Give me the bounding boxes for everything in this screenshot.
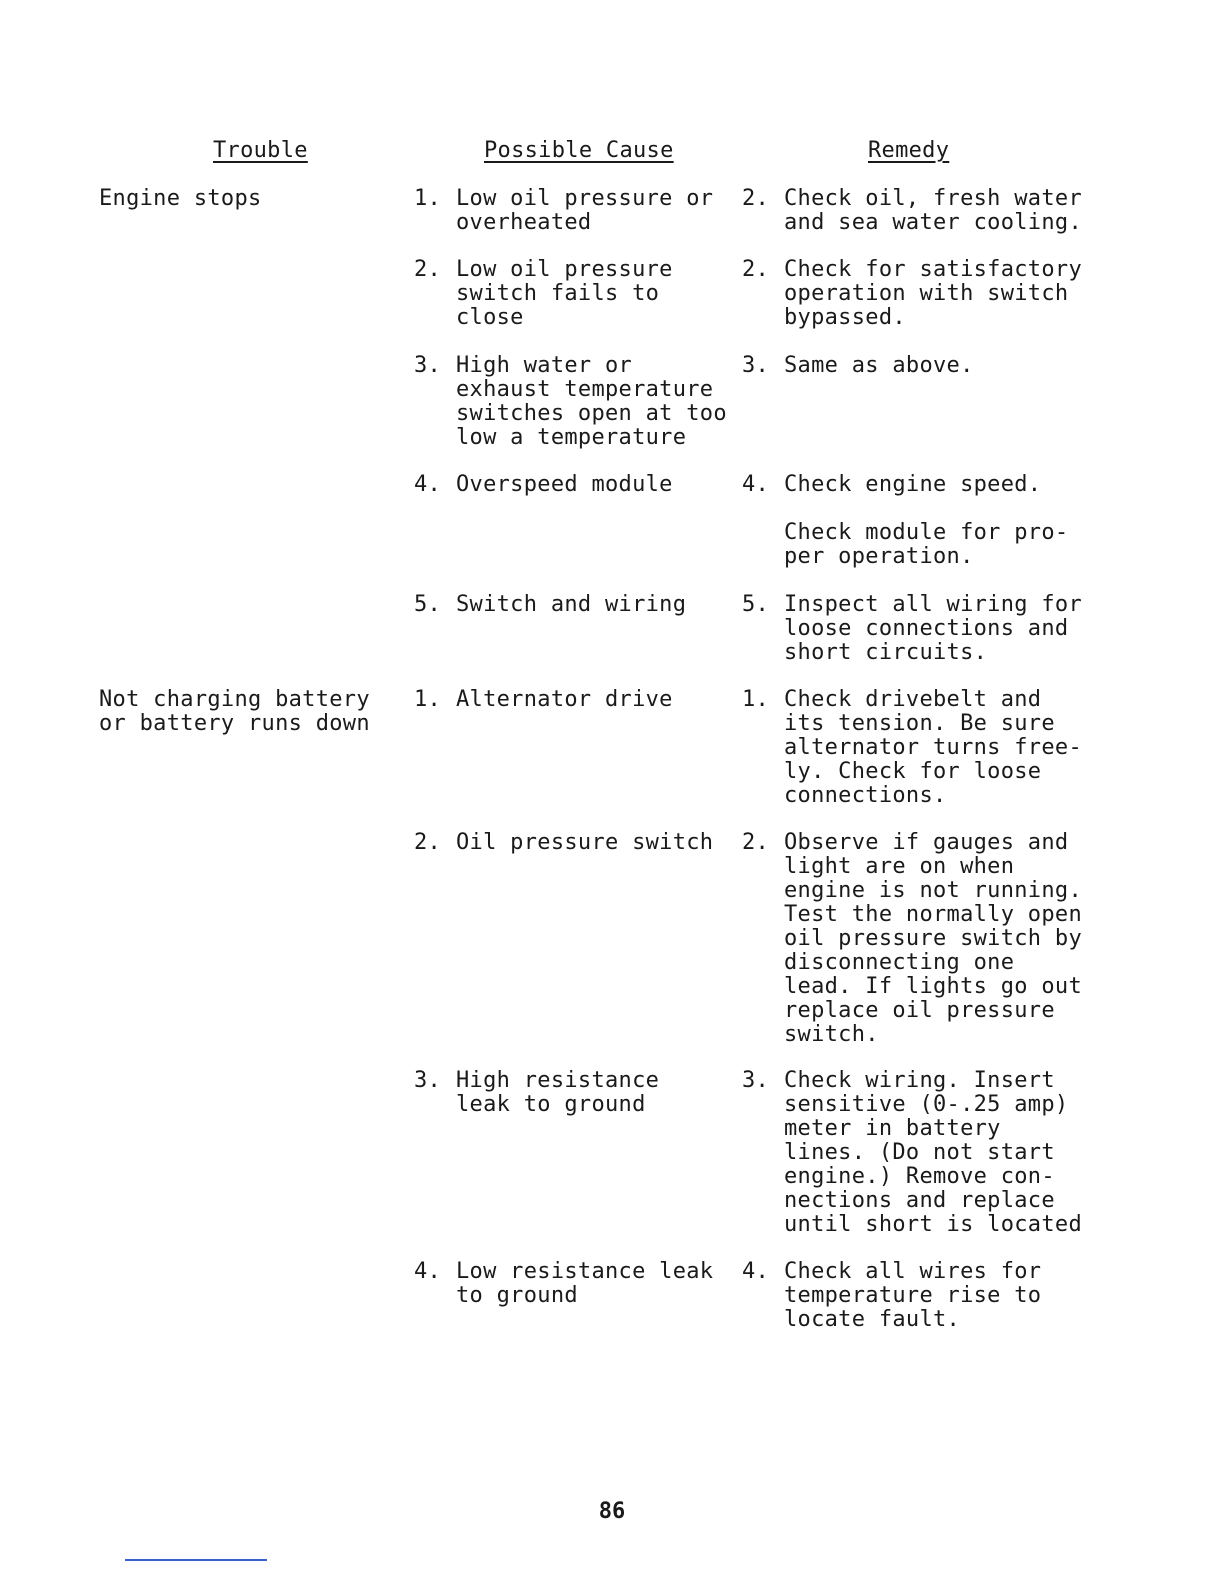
cause-number: 1. xyxy=(414,186,442,211)
cause-text: Low oil pressure or overheated xyxy=(456,186,714,235)
remedy-text: Inspect all wiring for loose connections and short circuits. xyxy=(784,592,1082,665)
cause-number: 4. xyxy=(414,1259,442,1284)
header-trouble: Trouble xyxy=(213,138,308,163)
header-remedy: Remedy xyxy=(868,138,950,163)
cause-number: 1. xyxy=(414,687,442,712)
trouble-engine-stops: Engine stops xyxy=(99,186,262,211)
cause-text: High resistance leak to ground xyxy=(456,1068,660,1117)
remedy-number: 1. xyxy=(742,687,770,712)
cause-number: 3. xyxy=(414,1068,442,1093)
remedy-text: Observe if gauges and light are on when engine is not running. Test the normally open oil pressure switch by disconnecting one lead. If lights go out replace oil pressure switch. xyxy=(784,830,1082,1047)
remedy-number: 3. xyxy=(742,353,770,378)
cause-text: Oil pressure switch xyxy=(456,830,714,855)
trouble-not-charging-battery: Not charging battery or battery runs down xyxy=(99,687,370,736)
cause-text: Overspeed module xyxy=(456,472,673,497)
page-number: 86 xyxy=(598,1499,626,1524)
cause-text: Low oil pressure switch fails to close xyxy=(456,257,673,330)
bottom-rule xyxy=(125,1559,267,1561)
cause-number: 5. xyxy=(414,592,442,617)
remedy-number: 4. xyxy=(742,1259,770,1284)
remedy-text: Same as above. xyxy=(784,353,974,378)
remedy-number: 4. xyxy=(742,472,770,497)
remedy-text: Check engine speed. xyxy=(784,472,1042,497)
remedy-number: 2. xyxy=(742,257,770,282)
cause-text: Switch and wiring xyxy=(456,592,687,617)
remedy-number: 2. xyxy=(742,830,770,855)
cause-text: Low resistance leak to ground xyxy=(456,1259,714,1308)
cause-text: Alternator drive xyxy=(456,687,673,712)
remedy-number: 5. xyxy=(742,592,770,617)
cause-text: High water or exhaust temperature switches open at too low a temperature xyxy=(456,353,727,450)
remedy-text-extra: Check module for pro- per operation. xyxy=(784,520,1069,569)
remedy-number: 3. xyxy=(742,1068,770,1093)
remedy-text: Check oil, fresh water and sea water cooling. xyxy=(784,186,1082,235)
header-possible-cause: Possible Cause xyxy=(484,138,674,163)
remedy-text: Check for satisfactory operation with switch bypassed. xyxy=(784,257,1082,330)
remedy-text: Check drivebelt and its tension. Be sure alternator turns free- ly. Check for loose connections. xyxy=(784,687,1082,808)
cause-number: 3. xyxy=(414,353,442,378)
cause-number: 2. xyxy=(414,830,442,855)
cause-number: 2. xyxy=(414,257,442,282)
remedy-text: Check all wires for temperature rise to locate fault. xyxy=(784,1259,1042,1332)
remedy-text: Check wiring. Insert sensitive (0-.25 amp) meter in battery lines. (Do not start engine.) Remove con- nections and replace until short is located xyxy=(784,1068,1082,1237)
cause-number: 4. xyxy=(414,472,442,497)
remedy-number: 2. xyxy=(742,186,770,211)
